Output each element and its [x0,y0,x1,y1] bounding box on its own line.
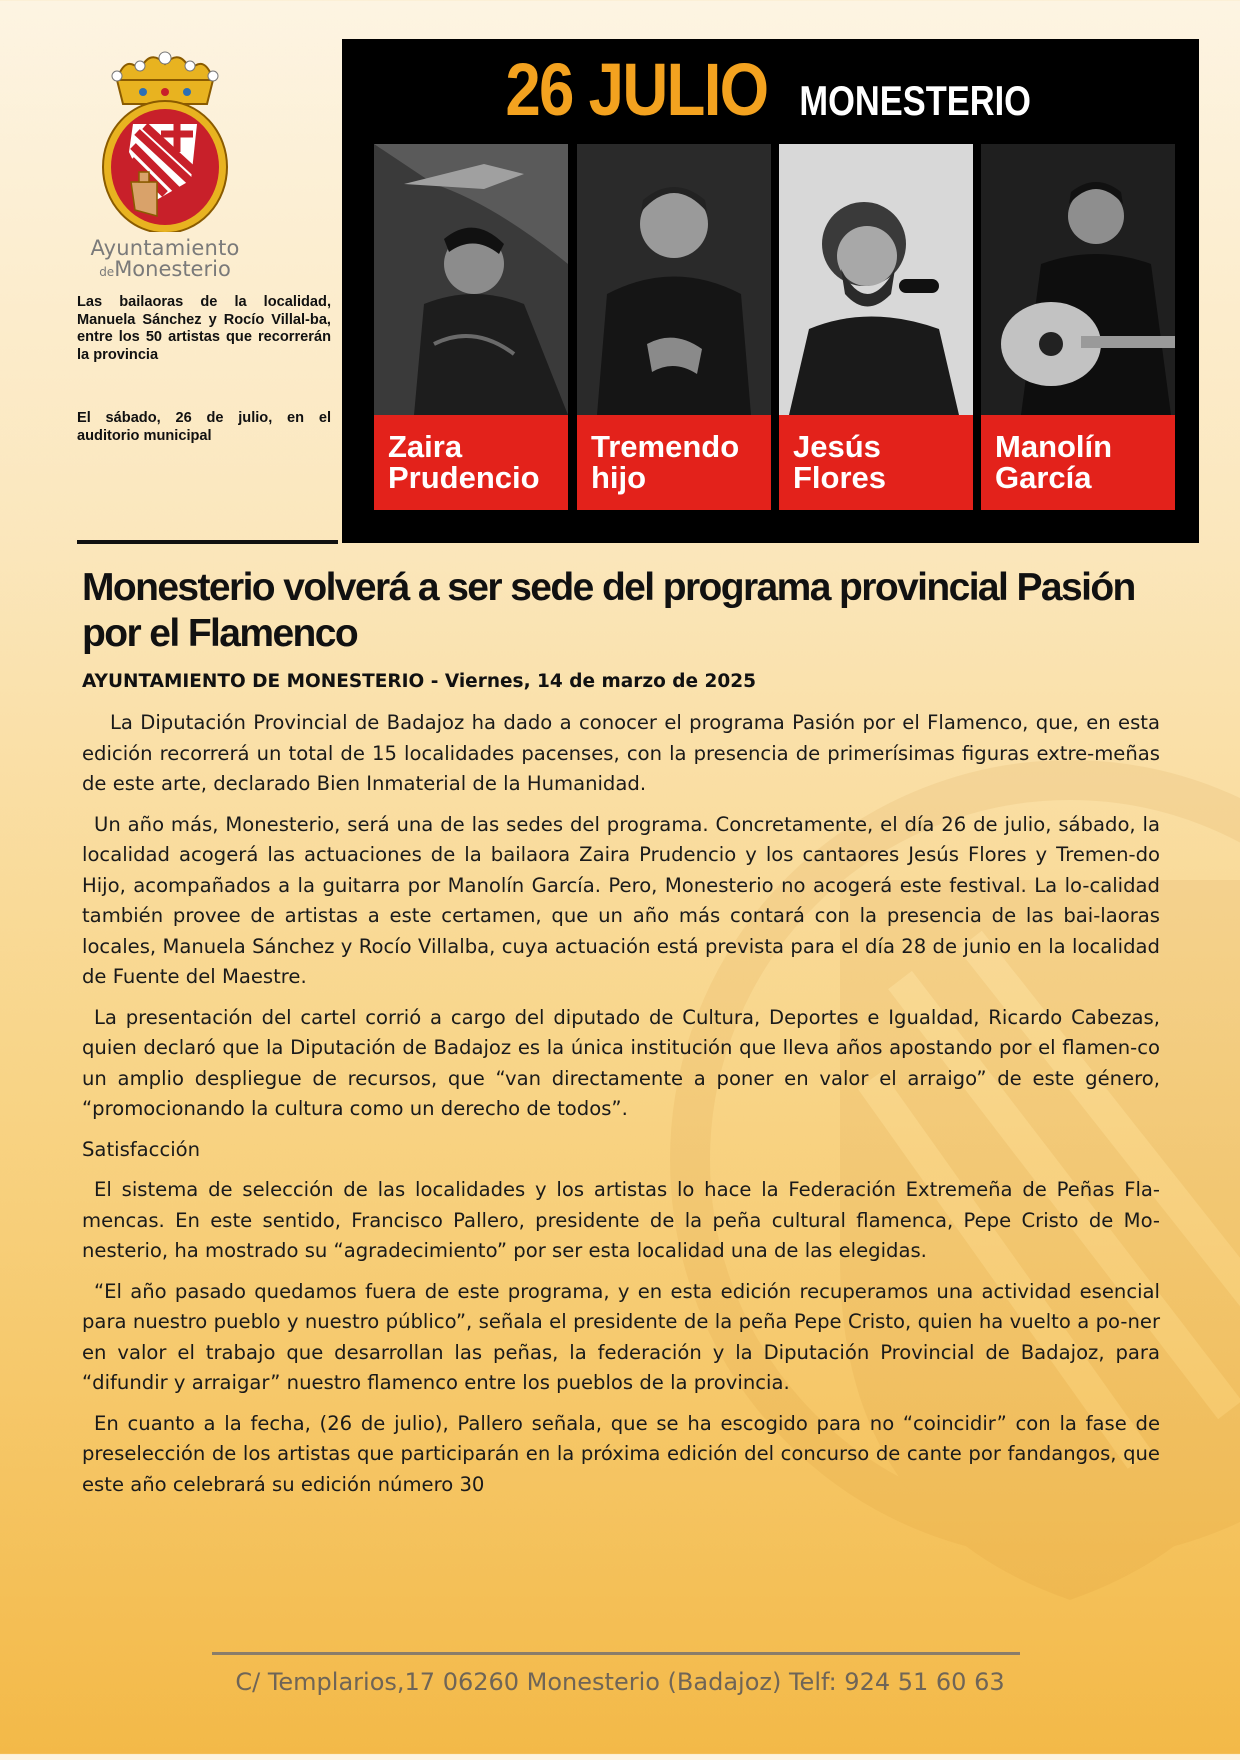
artist-card-tremendo-hijo [577,144,771,510]
municipal-logo [90,42,240,281]
singer-photo [577,144,771,415]
artist-name: Zaira Prudencio [374,415,568,510]
logo-text-monesterio: deMonesterio [99,257,231,281]
article-paragraph: Un año más, Monesterio, será una de las sedes del programa. Concretamente, el día 26 de julio, sábado, la localidad acogerá las actuaciones de la bailaora Zaira Prudencio y los cantaores Jesús Flores y Tremen-do Hijo, acompañados a la guitarra por Manolín García. Pero, Monesterio no acogerá este festival. La lo-calidad también provee de artistas a este certamen, que un año más contará con la presencia de las bai-laoras locales, Manuela Sánchez y Rocío Villalba, cuya actuación está prevista para el día 28 de junio en la localidad de Fuente del Maestre. [82,812,1160,988]
footer-divider [212,1652,1020,1655]
article-paragraph: El sistema de selección de las localidades y los artistas lo hace la Federación Extremeña de Peñas Fla-mencas. En este sentido, Francisco Pallero, presidente de la peña cultural flamenca, Pepe Cristo de Mo-nesterio, ha mostrado su “agradecimiento” por ser esta localidad una de las elegidas. [82,1178,1160,1262]
article-byline: AYUNTAMIENTO DE MONESTERIO - Viernes, 14 de marzo de 2025 [82,671,756,692]
sidebar-summary-dancers: Las bailaoras de la localidad, Manuela Sánchez y Rocío Villal-ba, entre los 50 artistas que recorrerán la provincia [77,294,331,363]
artist-card-zaira-prudencio [374,144,568,510]
article-paragraph: “El año pasado quedamos fuera de este programa, y en esta edición recuperamos una actividad esencial para nuestro pueblo y nuestro público”, señala el presidente de la peña Pepe Cristo, quien ha vuelto a po-ner en valor el trabajo que desarrollan las peñas, la federación y la Diputación Provincial de Badajoz, para “difundir y arraigar” nuestro flamenco entre los pueblos de la provincia. [82,1279,1160,1394]
singer-photo [779,144,973,415]
guitarist-photo [981,144,1175,415]
article-subheading: Satisfacción [82,1137,201,1161]
article-body [82,708,1160,1510]
article-paragraph: La presentación del cartel corrió a cargo del diputado de Cultura, Deportes e Igualdad, Ricardo Cabezas, quien declaró que la Diputación de Badajoz es la única institución que lleva años apostando por el flamen-co un amplio despliegue de recursos, que “van directamente a poner en valor el arraigo” de este género, “promocionando la cultura como un derecho de todos”. [82,1005,1160,1120]
footer-address: C/ Templarios,17 06260 Monesterio (Badajoz) Telf: 924 51 60 63 [235,1668,1005,1696]
logo-text-ayuntamiento: Ayuntamiento [90,236,240,260]
artist-card-jesus-flores [779,144,973,510]
artist-name: Manolín García [981,415,1175,510]
event-poster [342,39,1199,543]
dancer-photo [374,144,568,415]
poster-header [342,47,1199,132]
poster-place: MONESTERIO [799,77,1032,124]
coat-of-arms-icon [95,42,235,232]
divider [77,540,338,544]
article-headline: Monesterio volverá a ser sede del programa provincial Pasión por el Flamenco [82,566,1135,655]
artist-name: Jesús Flores [779,415,973,510]
poster-date: 26 JULIO [505,48,768,131]
article-paragraph: En cuanto a la fecha, (26 de julio), Pallero señala, que se ha escogido para no “coincidir” con la fase de preselección de los artistas que participarán en la próxima edición del concurso de cante por fandangos, que este año celebrará su edición número 30 [82,1411,1160,1496]
artist-card-manolin-garcia [981,144,1175,510]
sidebar-summary-date: El sábado, 26 de julio, en el auditorio municipal [77,410,331,444]
artist-name: Tremendo hijo [577,415,771,510]
article-paragraph: La Diputación Provincial de Badajoz ha dado a conocer el programa Pasión por el Flamenco, que, en esta edición recorrerá un total de 15 localidades pacenses, con la presencia de primerísimas figuras extre-meñas de este arte, declarado Bien Inmaterial de la Humanidad. [82,711,1160,795]
